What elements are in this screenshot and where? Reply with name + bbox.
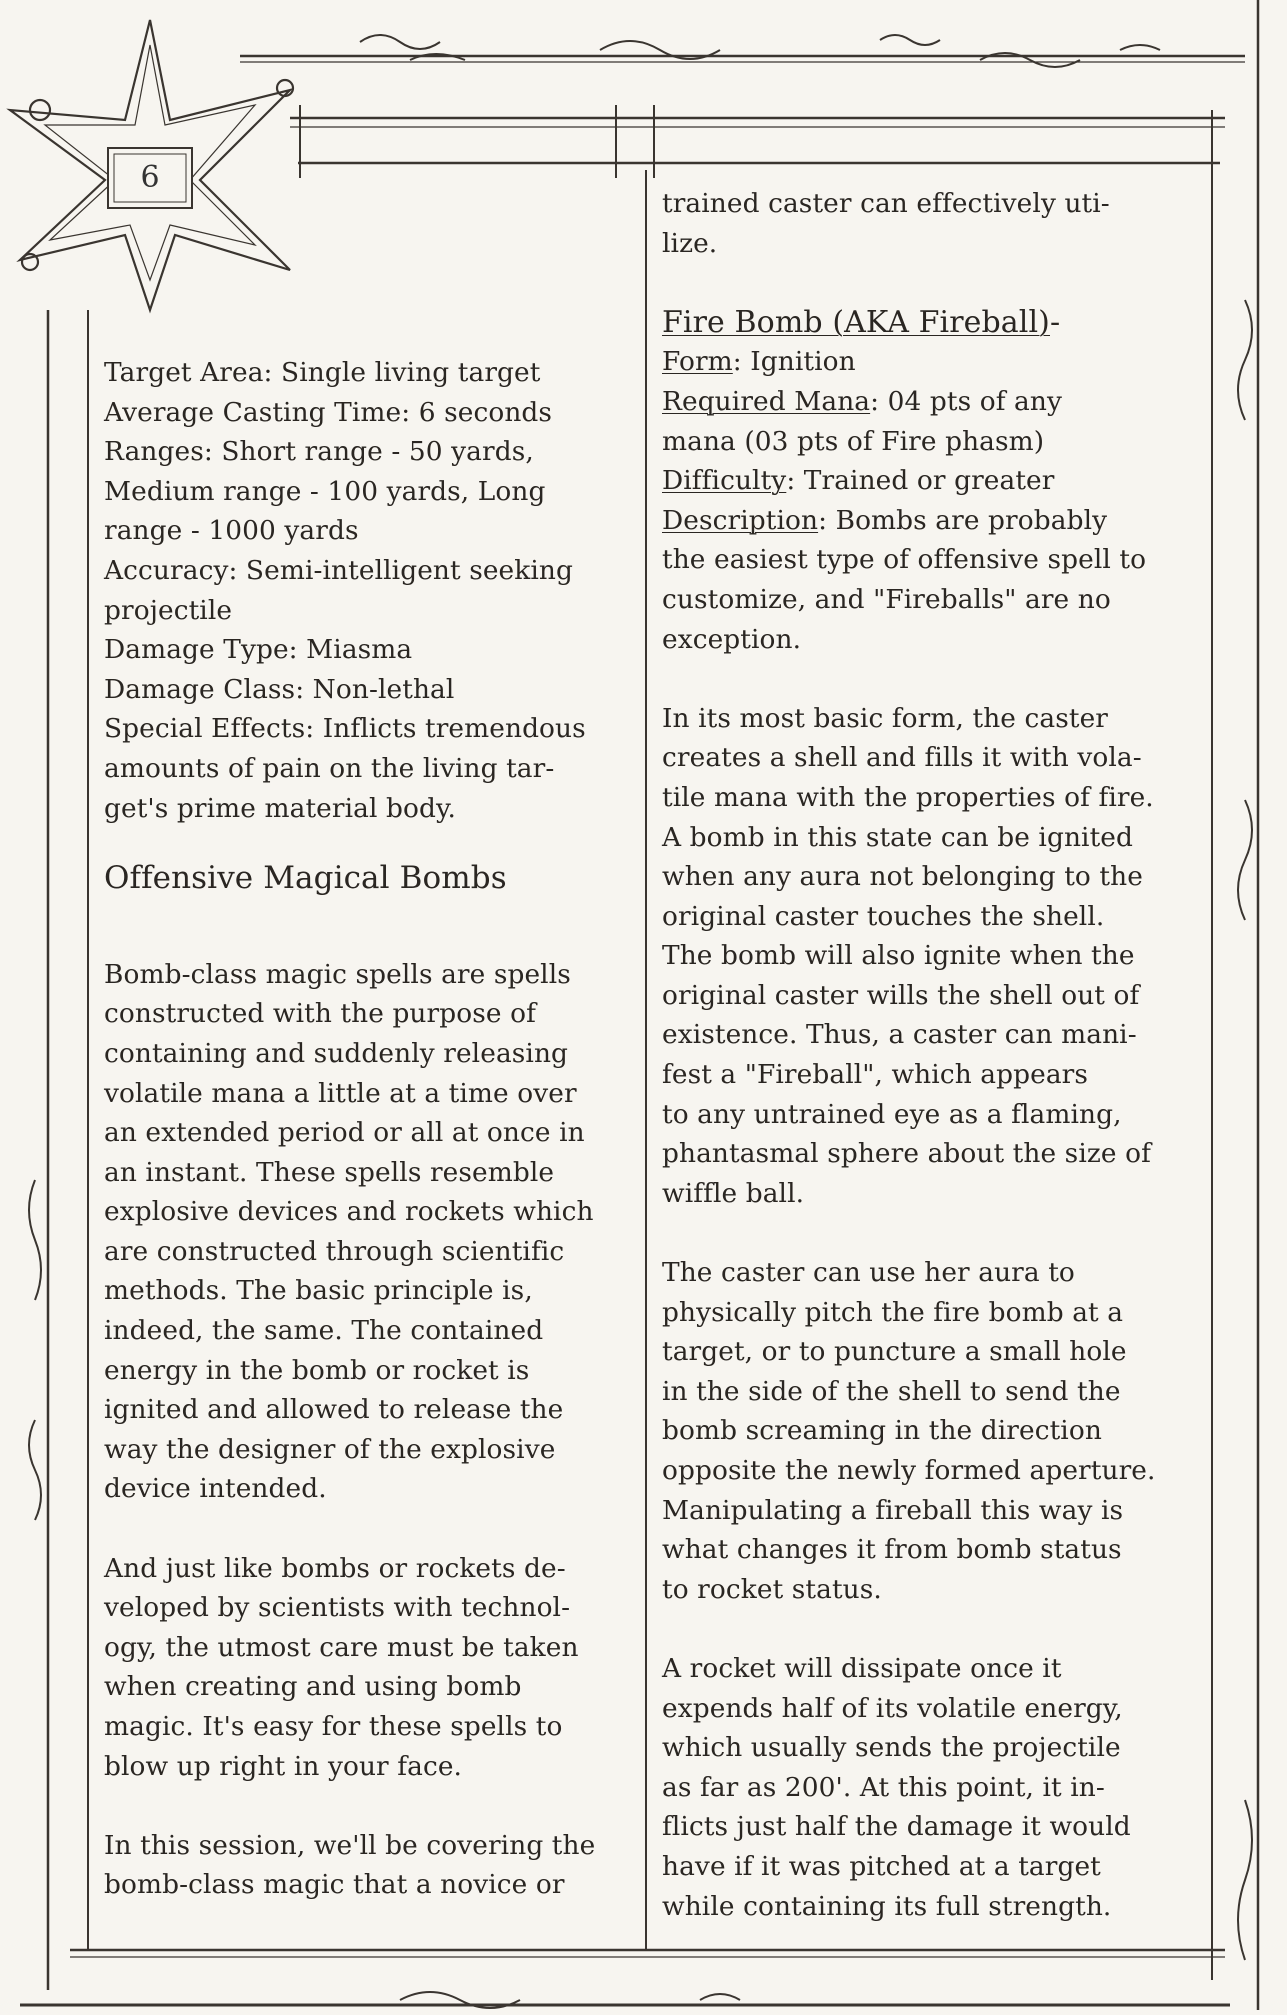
- text-line: while containing its full strength.: [662, 1890, 1112, 1922]
- description-field: [662, 501, 1182, 541]
- spell-spec-list: [104, 353, 604, 828]
- mana-label: Required Mana: [662, 385, 871, 417]
- text-line: an extended period or all at once in: [104, 1117, 585, 1149]
- spec-line: amounts of pain on the living tar-: [104, 752, 555, 784]
- difficulty-field: [662, 461, 1182, 501]
- text-line: customize, and "Fireballs" are no: [662, 583, 1111, 615]
- spec-line: Ranges: Short range - 50 yards,: [104, 436, 534, 468]
- paragraph-basic-form: [662, 699, 1182, 1214]
- text-line: constructed with the purpose of: [104, 998, 536, 1030]
- text-line: ignited and allowed to release the: [104, 1394, 564, 1426]
- text-line: explosive devices and rockets which: [104, 1196, 594, 1228]
- mana-field: [662, 382, 1182, 422]
- text-line: tile mana with the properties of fire.: [662, 781, 1154, 813]
- text-line: Bomb-class magic spells are spells: [104, 958, 571, 990]
- text-line: are constructed through scientific: [104, 1235, 565, 1267]
- text-line: veloped by scientists with technol-: [104, 1592, 571, 1624]
- text-line: In its most basic form, the caster: [662, 702, 1108, 734]
- mana-field-continued: mana (03 pts of Fire phasm): [662, 425, 1045, 457]
- spell-fields: [662, 342, 1182, 659]
- text-line: indeed, the same. The contained: [104, 1315, 544, 1347]
- page-number: 6: [140, 160, 160, 195]
- spec-line: Special Effects: Inflicts tremendous: [104, 713, 586, 745]
- text-line: creates a shell and fills it with vola-: [662, 742, 1142, 774]
- description-value: : Bombs are probably: [818, 504, 1108, 536]
- text-line: The caster can use her aura to: [662, 1257, 1075, 1289]
- spec-line: get's prime material body.: [104, 792, 456, 824]
- text-line: way the designer of the explosive: [104, 1433, 556, 1465]
- text-line: to rocket status.: [662, 1573, 882, 1605]
- paragraph-session: [104, 1826, 604, 1905]
- text-line: an instant. These spells resemble: [104, 1156, 555, 1188]
- text-line: fest a "Fireball", which appears: [662, 1059, 1089, 1091]
- text-line: lize.: [662, 227, 718, 259]
- text-line: when any aura not belonging to the: [662, 861, 1143, 893]
- text-line: to any untrained eye as a flaming,: [662, 1098, 1122, 1130]
- text-line: A bomb in this state can be ignited: [662, 821, 1134, 853]
- section-heading: Offensive Magical Bombs: [104, 860, 507, 897]
- text-line: as far as 200'. At this point, it in-: [662, 1771, 1105, 1803]
- text-line: methods. The basic principle is,: [104, 1275, 533, 1307]
- text-line: trained caster can effectively uti-: [662, 188, 1110, 219]
- description-label: Description: [662, 504, 819, 536]
- text-line: wiffle ball.: [662, 1177, 805, 1209]
- difficulty-label: Difficulty: [662, 465, 787, 497]
- text-line: flicts just half the damage it would: [662, 1811, 1131, 1843]
- text-line: containing and suddenly releasing: [104, 1037, 569, 1069]
- text-line: ogy, the utmost care must be taken: [104, 1631, 579, 1663]
- form-field: [662, 342, 1182, 382]
- form-label: Form: [662, 346, 733, 378]
- spec-line: Average Casting Time: 6 seconds: [104, 396, 553, 428]
- text-line: phantasmal sphere about the size of: [662, 1138, 1151, 1170]
- text-line: blow up right in your face.: [104, 1750, 463, 1782]
- continuation-text: [662, 184, 1182, 263]
- text-line: expends half of its volatile energy,: [662, 1692, 1123, 1724]
- text-line: In this session, we'll be covering the: [104, 1829, 596, 1861]
- text-line: The bomb will also ignite when the: [662, 940, 1135, 972]
- text-line: energy in the bomb or rocket is: [104, 1354, 530, 1386]
- spell-title-text: Fire Bomb (AKA Fireball): [662, 304, 1050, 340]
- difficulty-value: : Trained or greater: [786, 465, 1055, 497]
- text-line: physically pitch the fire bomb at a: [662, 1296, 1124, 1328]
- text-line: when creating and using bomb: [104, 1671, 522, 1703]
- paragraph-bomb-class: [104, 955, 604, 1509]
- text-line: opposite the newly formed aperture.: [662, 1455, 1156, 1486]
- text-line: the easiest type of offensive spell to: [662, 544, 1147, 576]
- text-line: target, or to puncture a small hole: [662, 1336, 1127, 1368]
- spell-title: [662, 303, 1182, 343]
- text-line: Manipulating a fireball this way is: [662, 1494, 1124, 1526]
- text-line: volatile mana a little at a time over: [104, 1077, 577, 1109]
- text-line: bomb screaming in the direction: [662, 1415, 1102, 1447]
- text-line: bomb-class magic that a novice or: [104, 1869, 565, 1901]
- mana-value: : 04 pts of any: [870, 385, 1062, 417]
- text-line: A rocket will dissipate once it: [662, 1652, 1062, 1684]
- text-line: have if it was pitched at a target: [662, 1850, 1101, 1882]
- text-line: in the side of the shell to send the: [662, 1375, 1121, 1407]
- text-line: what changes it from bomb status: [662, 1534, 1122, 1566]
- paragraph-pitch: [662, 1253, 1182, 1609]
- spec-line: Target Area: Single living target: [104, 357, 541, 388]
- text-line: device intended.: [104, 1473, 327, 1505]
- text-line: which usually sends the projectile: [662, 1732, 1121, 1764]
- paragraph-care: [104, 1549, 604, 1787]
- text-line: original caster wills the shell out of: [662, 979, 1140, 1011]
- text-line: original caster touches the shell.: [662, 900, 1105, 932]
- text-line: magic. It's easy for these spells to: [104, 1711, 563, 1742]
- spec-line: range - 1000 yards: [104, 515, 359, 547]
- left-column: [104, 353, 604, 1905]
- text-line: And just like bombs or rockets de-: [104, 1552, 566, 1584]
- text-line: exception.: [662, 623, 802, 655]
- form-value: : Ignition: [732, 346, 856, 378]
- spec-line: Accuracy: Semi-intelligent seeking: [104, 554, 573, 586]
- spell-title-suffix: -: [1050, 304, 1061, 340]
- right-column: [662, 184, 1182, 1926]
- paragraph-rocket: [662, 1649, 1182, 1926]
- spec-line: Damage Type: Miasma: [104, 634, 413, 666]
- spec-line: Medium range - 100 yards, Long: [104, 475, 546, 507]
- spec-line: projectile: [104, 594, 233, 626]
- spec-line: Damage Class: Non-lethal: [104, 673, 455, 705]
- text-line: existence. Thus, a caster can mani-: [662, 1019, 1137, 1051]
